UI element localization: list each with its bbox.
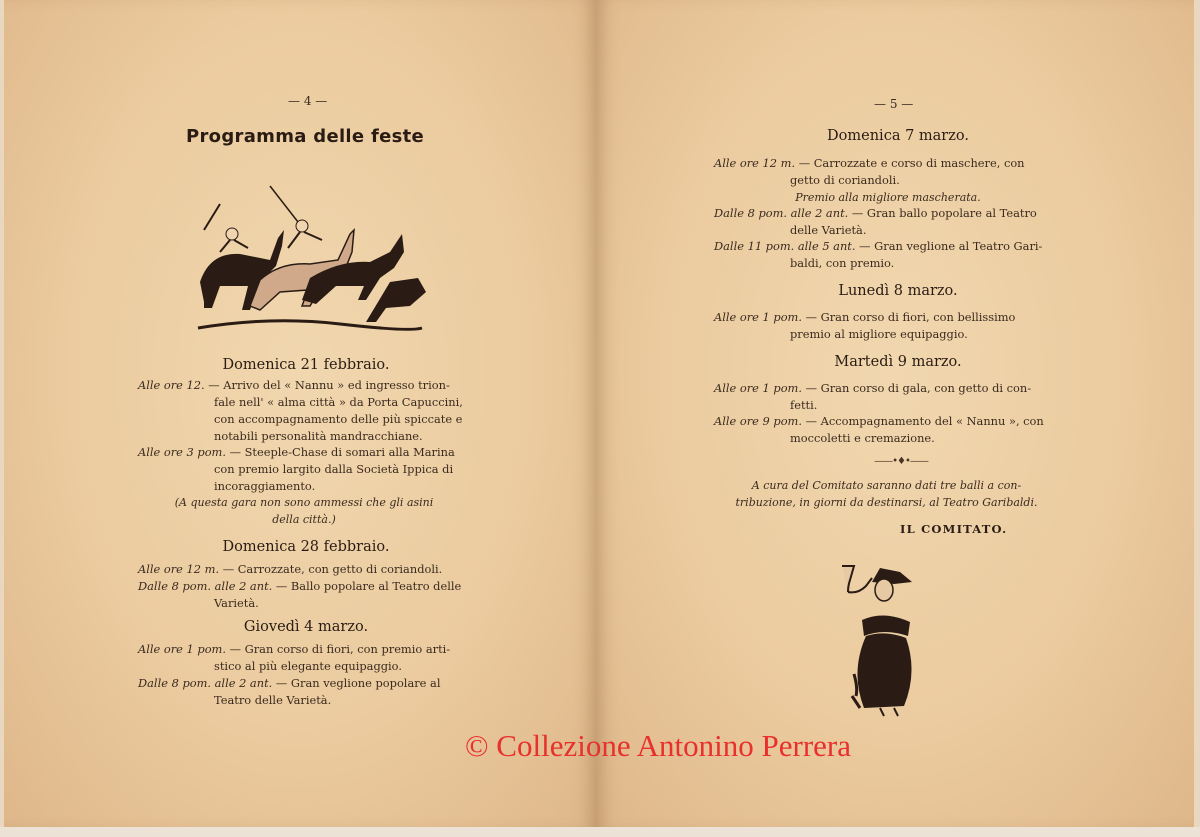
entry-text: Teatro delle Varietà.	[214, 693, 332, 707]
schedule-entry	[714, 380, 1054, 414]
entry-text: — Gran corso di fiori, con premio arti-	[229, 642, 451, 656]
page-title: Programma delle feste	[186, 126, 425, 147]
prize-note: Premio alla migliore mascherata.	[795, 191, 981, 204]
entry-text: — Accompagnamento del « Nannu », con	[805, 414, 1044, 428]
entry-text: con premio largito dalla Società Ippica di	[214, 462, 454, 476]
schedule-entry	[714, 155, 1054, 189]
schedule-entry	[714, 205, 1054, 239]
note-line: A cura del Comitato saranno dati tre balli a con-	[751, 479, 1022, 492]
donkey-race-illustration	[190, 182, 430, 334]
day-heading: Domenica 28 febbraio.	[222, 539, 390, 555]
entry-text: baldi, con premio.	[790, 256, 895, 270]
schedule-entry	[138, 377, 478, 445]
entry-time: Dalle 8 pom. alle 2 ant.	[138, 579, 273, 593]
entry-text: — Arrivo del « Nannu » ed ingresso trion-	[208, 378, 450, 392]
entry-time: Alle ore 1 pom.	[138, 642, 226, 656]
schedule-entry	[714, 413, 1054, 447]
entry-text: — Steeple-Chase di somari alla Marina	[229, 445, 455, 459]
watermark: © Collezione Antonino Perrera	[465, 728, 851, 763]
entry-text: getto di coriandoli.	[790, 173, 900, 187]
right-page	[596, 0, 1194, 827]
schedule-entry	[714, 309, 1054, 343]
entry-text: notabili personalità mandracchiane.	[214, 429, 423, 443]
schedule-entry	[714, 238, 1054, 272]
schedule-entry	[138, 641, 478, 675]
entry-time: Alle ore 12 m.	[138, 562, 220, 576]
entry-time: Alle ore 9 pom.	[714, 414, 802, 428]
entry-time: Alle ore 1 pom.	[714, 310, 802, 324]
closing-note	[714, 477, 1059, 511]
schedule-entry	[138, 561, 478, 578]
entry-text: incoraggiamento.	[214, 479, 316, 493]
entry-time: Alle ore 3 pom.	[138, 445, 226, 459]
note-line: (A questa gara non sono ammessi che gli asini	[174, 496, 434, 509]
entry-time: Alle ore 1 pom.	[714, 381, 802, 395]
day-heading: Martedì 9 marzo.	[834, 354, 962, 370]
entry-text: — Gran ballo popolare al Teatro	[851, 206, 1037, 220]
note-line: della città.)	[272, 513, 336, 526]
schedule-entry	[138, 444, 478, 495]
entry-text: moccoletti e cremazione.	[790, 431, 935, 445]
entry-time: Alle ore 12.	[138, 378, 205, 392]
entry-text: premio al migliore equipaggio.	[790, 327, 968, 341]
entry-text: stico al più elegante equipaggio.	[214, 659, 402, 673]
entry-time: Dalle 11 pom. alle 5 ant.	[714, 239, 856, 253]
day-heading: Lunedì 8 marzo.	[838, 283, 958, 299]
entry-time: Dalle 8 pom. alle 2 ant.	[138, 676, 273, 690]
signature: IL COMITATO.	[900, 522, 1008, 536]
entry-text: fetti.	[790, 398, 818, 412]
entry-text: — Gran veglione popolare al	[275, 676, 441, 690]
page-number: — 4 —	[288, 94, 328, 108]
day-heading: Domenica 21 febbraio.	[222, 357, 390, 373]
left-page	[4, 0, 596, 827]
entry-time: Alle ore 12 m.	[714, 156, 796, 170]
entry-text: — Gran corso di gala, con getto di con-	[805, 381, 1032, 395]
entry-text: con accompagnamento delle più spiccate e	[214, 412, 463, 426]
note-line: tribuzione, in giorni da destinarsi, al Teatro Garibaldi.	[735, 496, 1038, 509]
entry-text: delle Varietà.	[790, 223, 867, 237]
page-number: — 5 —	[874, 97, 914, 111]
woman-with-glass-illustration	[832, 556, 922, 718]
entry-text: — Gran corso di fiori, con bellissimo	[805, 310, 1016, 324]
scan-background	[0, 827, 1200, 837]
entry-text: Varietà.	[214, 596, 259, 610]
entry-text: — Carrozzate, con getto di coriandoli.	[222, 562, 443, 576]
schedule-entry	[138, 578, 478, 612]
entry-text: — Carrozzate e corso di maschere, con	[798, 156, 1025, 170]
schedule-entry	[138, 675, 478, 709]
entry-time: Dalle 8 pom. alle 2 ant.	[714, 206, 849, 220]
entry-text: fale nell' « alma città » da Porta Capuccini,	[214, 395, 463, 409]
entry-text: — Gran veglione al Teatro Gari-	[859, 239, 1043, 253]
race-note	[154, 494, 454, 528]
day-heading: Giovedì 4 marzo.	[243, 619, 369, 635]
ornament-divider: ——•♦•——	[874, 456, 928, 467]
day-heading: Domenica 7 marzo.	[827, 128, 969, 144]
entry-text: — Ballo popolare al Teatro delle	[275, 579, 462, 593]
